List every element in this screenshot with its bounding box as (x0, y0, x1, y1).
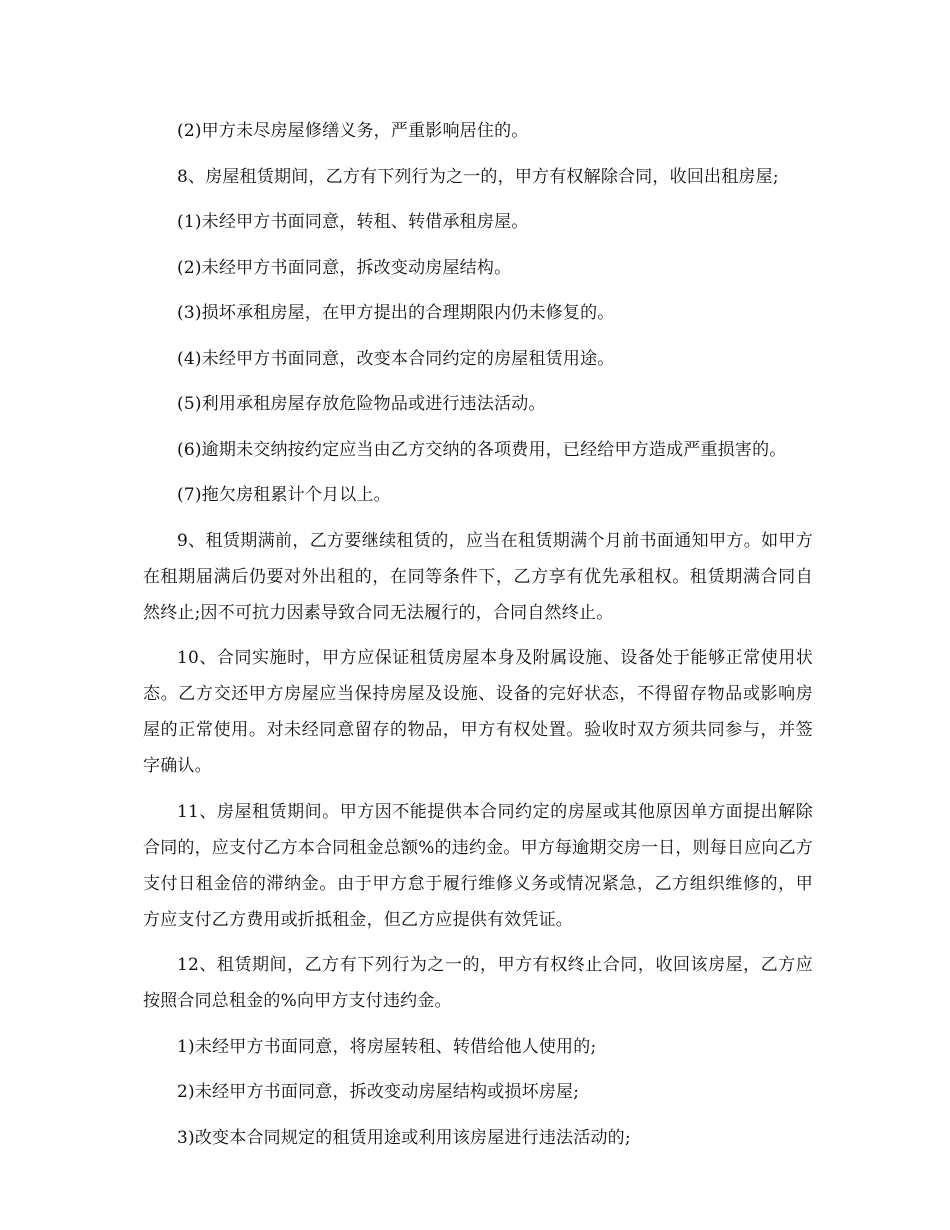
paragraph-clause-8-item-5: (5)利用承租房屋存放危险物品或进行违法活动。 (177, 394, 546, 414)
document-page (143, 113, 813, 1165)
paragraph-clause-9: 9、租赁期满前，乙方要继续租赁的，应当在租赁期满个月前书面通知甲方。如甲方在租期届满后仍要对外出租的，在同等条件下，乙方享有优先承租权。租赁期满合同自然终止;因不可抗力因素导致合同无法履行的，合同自然终止。 (143, 530, 813, 623)
paragraph-clause-12: 12、租赁期间，乙方有下列行为之一的，甲方有权终止合同，收回该房屋，乙方应按照合同总租金的%向甲方支付违约金。 (143, 955, 813, 1011)
paragraph-clause-8-item-4: (4)未经甲方书面同意，改变本合同约定的房屋租赁用途。 (177, 348, 615, 369)
paragraph-clause-10: 10、合同实施时，甲方应保证租赁房屋本身及附属设施、设备处于能够正常使用状态。乙方交还甲方房屋应当保持房屋及设施、设备的完好状态，不得留存物品或影响房屋的正常使用。对未经同意留存的物品，甲方有权处置。验收时双方须共同参与，并签字确认。 (143, 648, 813, 776)
paragraph-clause-8-item-7: (7)拖欠房租累计个月以上。 (177, 485, 391, 505)
paragraph-clause-8-item-1: (1)未经甲方书面同意，转租、转借承租房屋。 (177, 212, 529, 232)
paragraph-clause-11: 11、房屋租赁期间。甲方因不能提供本合同约定的房屋或其他原因单方面提出解除合同的，应支付乙方本合同租金总额%的违约金。甲方每逾期交房一日，则每日应向乙方支付日租金倍的滞纳金。由于甲方怠于履行维修义务或情况紧急，乙方组织维修的，甲方应支付乙方费用或折抵租金，但乙方应提供有效凭证。 (143, 801, 813, 930)
paragraph-clause-8-item-6: (6)逾期未交纳按约定应当由乙方交纳的各项费用，已经给甲方造成严重损害的。 (177, 439, 787, 460)
paragraph-clause-12-item-1: 1)未经甲方书面同意，将房屋转租、转借给他人使用的; (177, 1036, 597, 1057)
paragraph-clause-8-item-3: (3)损坏承租房屋，在甲方提出的合理期限内仍未修复的。 (177, 303, 615, 323)
paragraph-clause-8-item-2: (2)未经甲方书面同意，拆改变动房屋结构。 (177, 257, 512, 278)
paragraph-clause-12-item-3: 3)改变本合同规定的租赁用途或利用该房屋进行违法活动的; (177, 1127, 631, 1148)
paragraph-clause-12-item-2: 2)未经甲方书面同意，拆改变动房屋结构或损坏房屋; (177, 1082, 580, 1102)
paragraph-clause-8: 8、房屋租赁期间，乙方有下列行为之一的，甲方有权解除合同，收回出租房屋; (177, 166, 779, 187)
paragraph-clause-7-item-2: (2)甲方未尽房屋修缮义务，严重影响居住的。 (177, 121, 529, 141)
